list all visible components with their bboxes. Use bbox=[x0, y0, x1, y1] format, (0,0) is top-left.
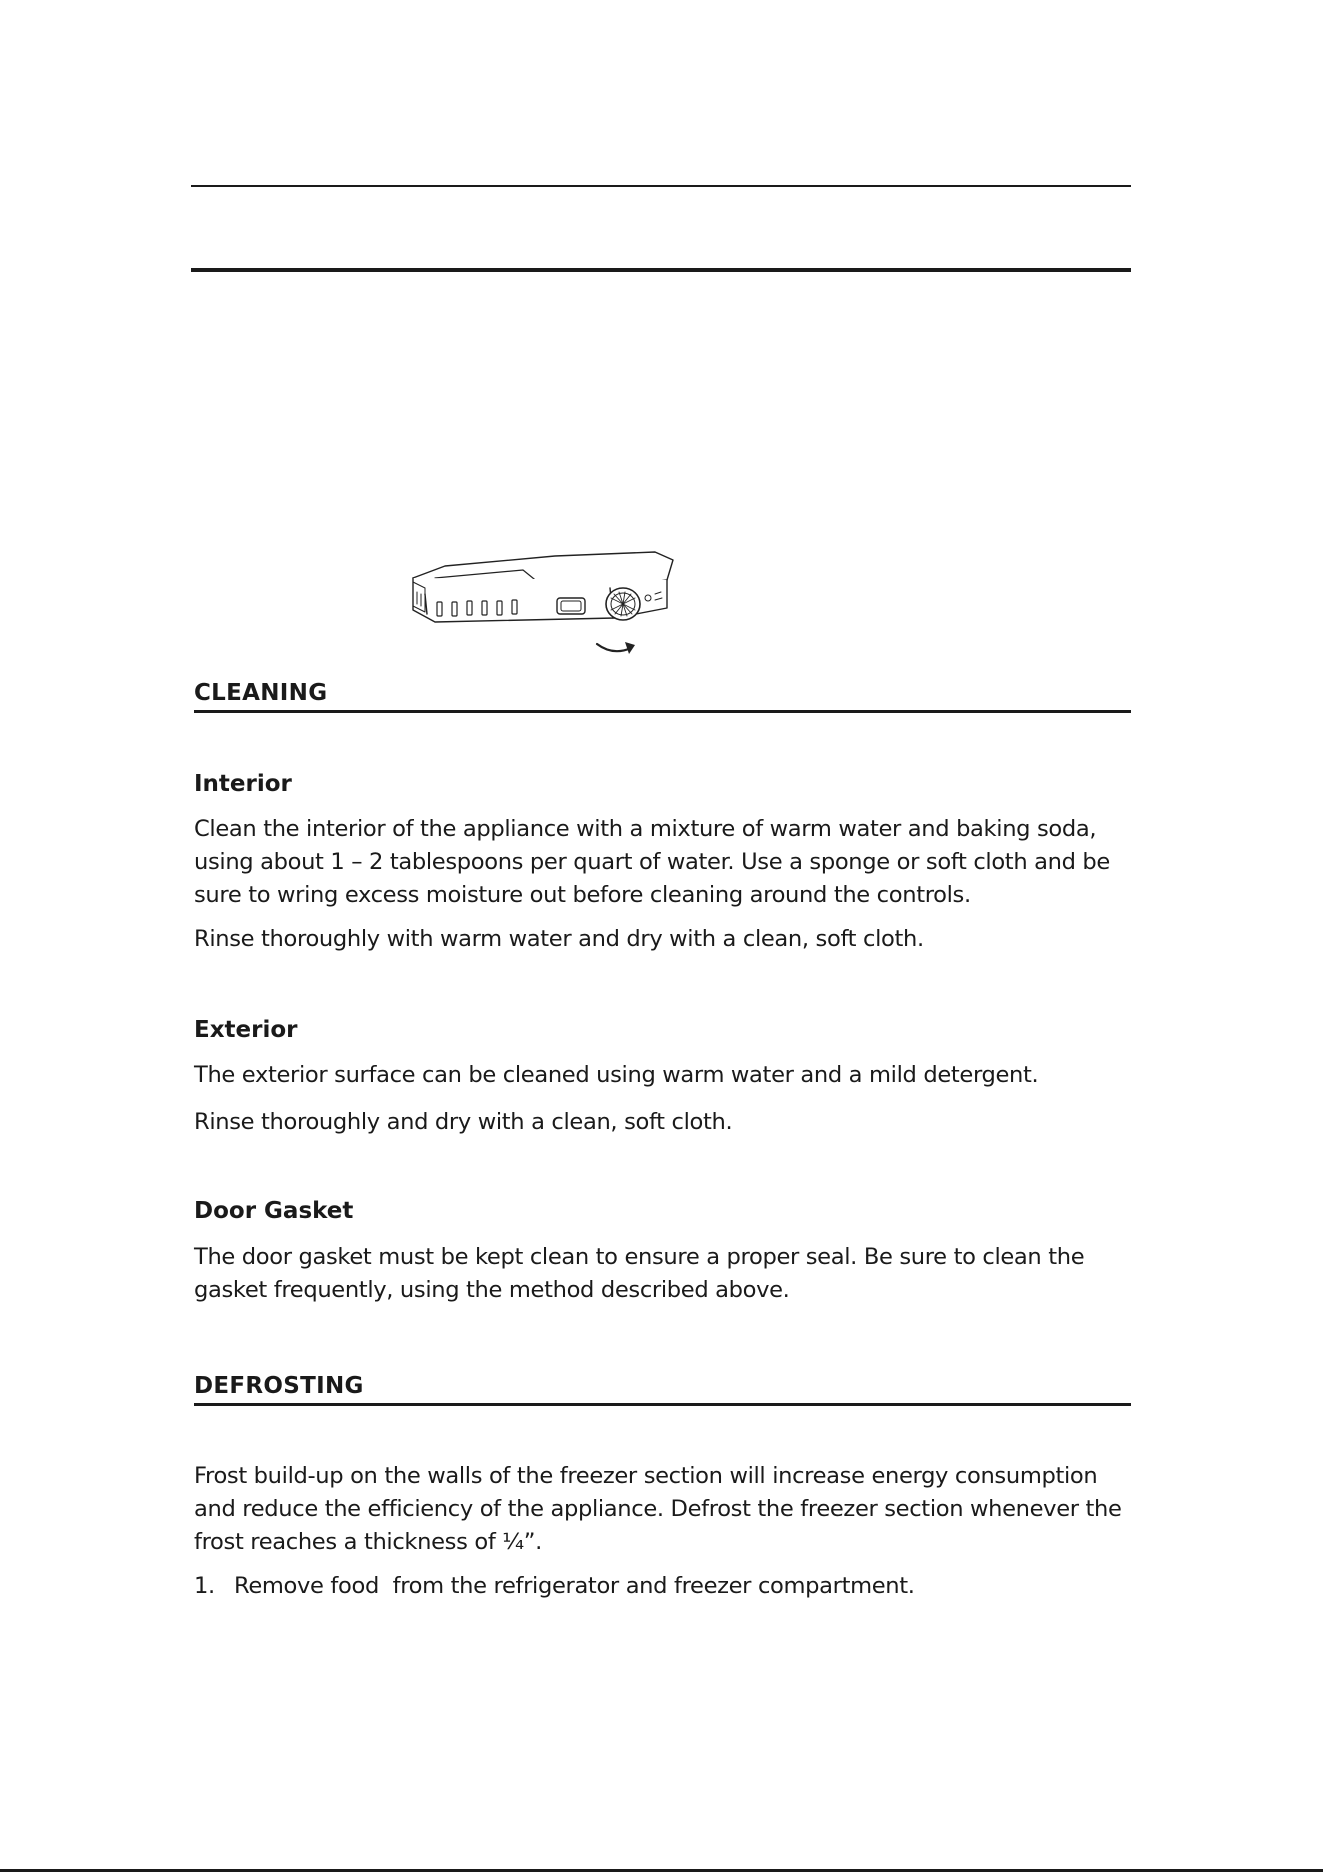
exterior-paragraph-2: Rinse thoroughly and dry with a clean, soft cloth. bbox=[194, 1109, 733, 1135]
cleaning-heading: CLEANING bbox=[194, 678, 1131, 713]
interior-heading: Interior bbox=[194, 771, 292, 797]
defrosting-heading: DEFROSTING bbox=[194, 1371, 1131, 1406]
defrosting-intro: Frost build-up on the walls of the freezer section will increase energy consumption and reduce the efficiency of the appliance. Defrost the freezer section whenever the frost reaches a thickness of ¼”. bbox=[194, 1463, 1122, 1555]
exterior-heading: Exterior bbox=[194, 1017, 298, 1043]
step-text: Remove food from the refrigerator and freezer compartment. bbox=[234, 1573, 915, 1599]
exterior-paragraph-1: The exterior surface can be cleaned using warm water and a mild detergent. bbox=[194, 1062, 1039, 1088]
header-rule-thin bbox=[191, 185, 1131, 187]
interior-paragraph-1: Clean the interior of the appliance with a mixture of warm water and baking soda, using about 1 – 2 tablespoons per quart of water. Use a sponge or soft cloth and be sure to wring excess moisture out before cleaning around the controls. bbox=[194, 816, 1110, 908]
step-number: 1. bbox=[194, 1573, 215, 1599]
door-gasket-paragraph: The door gasket must be kept clean to ensure a proper seal. Be sure to clean the gasket frequently, using the method described above. bbox=[194, 1244, 1085, 1303]
door-gasket-heading: Door Gasket bbox=[194, 1198, 354, 1224]
defrosting-step-1 bbox=[194, 1570, 1134, 1603]
interior-paragraph-2: Rinse thoroughly with warm water and dry with a clean, soft cloth. bbox=[194, 926, 924, 952]
thermostat-control-dial-icon bbox=[405, 548, 695, 678]
header-rule-thick bbox=[191, 268, 1131, 272]
